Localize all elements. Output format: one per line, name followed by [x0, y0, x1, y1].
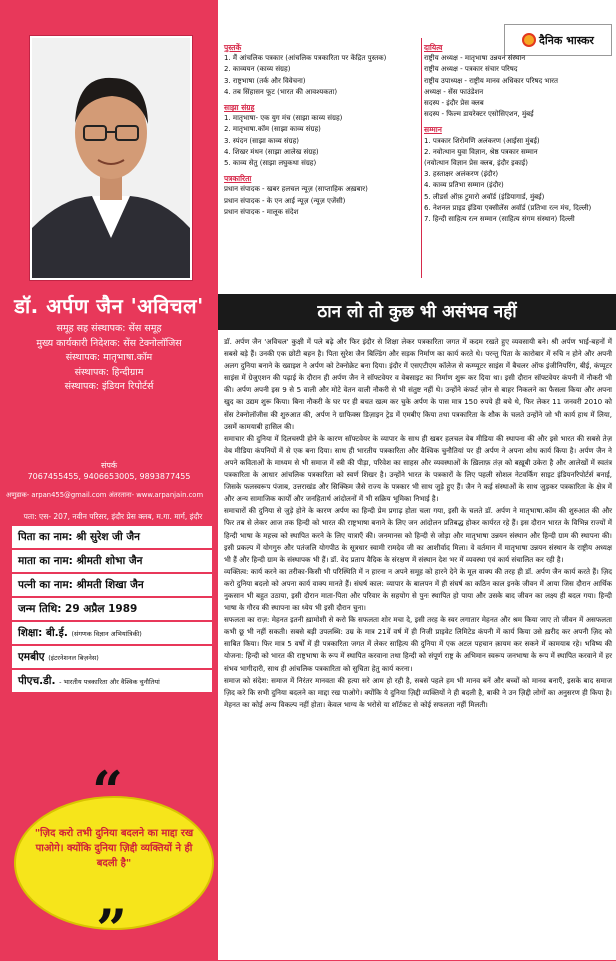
- list-item: 3. राष्ट्रभाषा (तर्क और विवेचना): [224, 76, 306, 85]
- books-column: [224, 38, 420, 218]
- list-item: प्रधान संपादक - खबर हलचल न्यूज़ (साप्ताहिक अख़बार): [224, 185, 368, 194]
- list-item: 3. हस्ताक्षर अलंकरण (इंदौर): [424, 170, 499, 179]
- list-item: सदस्य - इंदौर प्रेस क्लब: [424, 99, 484, 108]
- section-heading: साझा संग्रह: [224, 103, 255, 113]
- article-paragraph: सफलता का राज़: मेहनत इतनी ख़ामोशी से करो कि सफलता शोर मचा दे, इसी तरह के स्वर लगातार मेहनत और श्रम किया जाए तो जीवन में असफलता कभी छू भी नहीं सकती। सबसे बड़ी उपलब्धि: उम्र के मात्र 21वें वर्ष में ही निजी प्राइवेट लिमिटेड कंपनी में कार्य किया उसे ख़रीद कर अपनी ज़िद को साबित किया। फिर मात्र 5 वर्षों में ही पत्रकारिता जगत में लेकर साहित्य की दुनिया में एक अटल पहचान क़ायम कर सकने में कामयाब रहे। भविष्य की योजना: हिन्दी को भारत की राष्ट्रभाषा के रूप में स्थापित करवाना तथा हिन्दी को संपूर्ण राष्ट्र के अभिमान स्वरूप जनभाषा के रूप में स्थापित करवाने में हर संभव भागीदारी, साथ ही आंचलिक पत्रकारिता को सुचिता हेतु कार्य करना।: [224, 615, 612, 673]
- close-quote-icon: ”: [96, 897, 128, 961]
- profile-name: डॉ. अर्पण जैन 'अविचल': [14, 294, 204, 318]
- detail-label: पत्नी का नाम: श्रीमती शिखा जैन: [18, 579, 144, 591]
- content-column: [218, 0, 616, 960]
- list-item: राष्ट्रीय अध्यक्ष - मातृभाषा उन्नयन संस्थान: [424, 54, 526, 63]
- list-item: 1. मैं आंचलिक पत्रकार (आंचलिक पत्रकारिता पर केंद्रित पुस्तक): [224, 54, 387, 63]
- detail-row: [12, 670, 212, 692]
- column-divider: [421, 38, 422, 278]
- list-item: सदस्य - फिल्म डायरेक्टर एसोसिएशन, मुंबई: [424, 110, 534, 119]
- list-item: 3. स्पंदन (साझा काव्य संग्रह): [224, 136, 300, 145]
- list-item: प्रधान संपादक - के एन आई न्यूज़ (न्यूज़ एजेंसी): [224, 196, 346, 205]
- role-item: समूह सह संस्थापक: सेंस समूह: [56, 323, 162, 334]
- portrait-image: [32, 38, 190, 278]
- article-paragraph: समाज को संदेश: समाज में निरंतर मानवता की हत्या सरे आम हो रही है, सबसे पहले हम भी मानव बनें और बच्चों को मानव बनाएँ, इसके बाद समाज ज़िद करे कि सभी दुनिया बदलने का माद्दा रख पाओगे। क्योंकि ये दुनिया ज़िद्दी व्यक्तियों ने ही बदली है, बाकी ने उन ज़िद्दी लोगों का अनुसरण ही किया है। मेहनत का कोई अन्य विकल्प नहीं होता। केवल भाग्य के भरोसे या शॉर्टकट से कोई सफलता नहीं मिलती।: [224, 675, 612, 709]
- detail-row: [12, 622, 212, 644]
- list-item: 4. काव्य प्रतिभा सम्मान (इंदौर): [424, 181, 504, 190]
- contact-heading: संपर्क: [100, 461, 118, 470]
- article-paragraph: डॉ. अर्पण जैन 'अविचल' कुक्षी में पले बढ़े और फिर इंदौर से शिक्षा लेकर पत्रकारिता जगत में कदम रखते हुए व्यवसायी बने। श्री अर्पण भाई-बहनों में सबसे बड़े हैं। उनकी एक छोटी बहन है। पिता सुरेश जैन बिल्डिंग और सड़क निर्माण का कार्य करते थे। परन्तु पिता के कारोबार में रुचि न होने और अपनी अलग दुनिया बनाने के ख्वाइश ने अर्पण को टेक्नोक्रेट बना दिया। इंदौर में एसएटीएम कॉलेज से कम्प्यूटर साइंस में बैचलर ऑफ इंजीनियरिंग, बीई, कंप्यूटर साइंस में ग्रेजुएशन की पढ़ाई के दौरान ही अर्पण जैन ने सॉफ्टवेयर व वेबसाइट का निर्माण शुरू कर दिया था। इसी दौरान सॉफ्टवेयर कंपनी में नौकरी भी की। अर्पण अपनी इस 9 से 5 वाली और मोटे वेतन वाली नौकरी से भी संतुष्ट नहीं थे। उन्होंने कंफर्ट ज़ोन से बाहर निकलने का फैसला किया और अपना खुद का उद्यम शुरू किया। बिना नौकरी के घर पर ही बचत खत्म कर चुके अर्पण के पास मात्र 150 रुपये ही बचे थे, फिर लेकर 11 जनवरी 2010 को सेंस टेक्नोलॉजीस की शुरुआत की, अर्पण ने ग्राफिक्स डिज़ाइन ट्रेड में एमबीए किया तथा पत्रकारिता के शौक के चलते उन्होंने जो भी कार्य हाथ में लिया, उसमें कामयाबी हासिल की।: [224, 337, 612, 431]
- article-paragraph: व्यक्तित्व: कार्य करने का तरीका-किसी भी परिस्थिति में न हारना न अपने समूह को हारने देने के मूल वाक्य की तरह ही डॉ. अर्पण जैन कार्य करते हैं। ज़िद करो दुनिया बदलो को अपना कार्य वाक्य मानते हैं। संघर्ष काल: व्यापार के बालपन में ही संघर्ष का कठिन काल इनके जीवन में आया जिस दौरान आर्थिक नुकसान भी बहुत उठाया, इसी दौरान माता-पिता और परिवार के सहयोग से पुनः स्थापित हो पाया और उसके बाद जीवन का लक्ष्य ही बदल गया। हिन्दी भाषा के गौरव की स्थापना का ध्येय भी इसी दौरान चुना।: [224, 566, 612, 613]
- detail-label: माता का नाम: श्रीमती शोभा जैन: [18, 555, 143, 567]
- list-item: 6. नेशनल प्राइड इंडिया एक्सीलेंस अवॉर्ड (प्रतिभा रत्न मंच, दिल्ली): [424, 203, 592, 212]
- logo-text: दैनिक भास्कर: [539, 33, 594, 47]
- open-quote-icon: “: [92, 759, 124, 823]
- detail-label: जन्म तिथि: 29 अप्रैल 1989: [18, 603, 138, 615]
- list-item: 5. काव्य सेतु (साझा लघुकथा संग्रह): [224, 159, 317, 168]
- list-item: 2. मातृभाषा.कॉम (साझा काव्य संग्रह): [224, 125, 321, 134]
- list-item: अध्यक्ष - सेंस फाउंडेशन: [424, 87, 484, 96]
- detail-label: एमबीए: [18, 651, 45, 663]
- detail-label: शिक्षा: बी.ई.: [18, 627, 68, 639]
- postal-address: पता: एस- 207, नवीन परिसर, इंदौर प्रेस क्लब, म.गा. मार्ग, इंदौर: [23, 512, 203, 521]
- role-item: मुख्य कार्यकारी निदेशक: सेंस टेक्नोलॉजिस: [36, 337, 182, 349]
- detail-label: पीएच.डी.: [18, 675, 56, 687]
- section-heading: दायित्व: [424, 43, 443, 52]
- list-item: प्रधान संपादक - मालूक संदेश: [224, 207, 299, 216]
- role-item: संस्थापक: इंडियन रिपोर्टर्स: [64, 381, 154, 392]
- detail-note: - भारतीय पत्रकारिता और वैश्विक चुनौतियां: [59, 678, 160, 686]
- responsibilities-column: [424, 38, 614, 225]
- article-body: [224, 336, 612, 711]
- email-website: अणुडाक- arpan455@gmail.com अंतरताना- www.arpanjain.com: [6, 491, 204, 499]
- list-item: 1. मातृभाषा- एक युग मंच (साझा काव्य संग्रह): [224, 114, 343, 123]
- profile-column: [0, 0, 218, 960]
- list-item: राष्ट्रीय अध्यक्ष - पत्रकार संचार परिषद: [424, 65, 518, 74]
- list-item: 1. पत्रकार शिरोमणि अलंकरण (आईसा मुंबई): [424, 136, 540, 145]
- section-heading: पत्रकारिता: [224, 174, 252, 184]
- detail-note: (संगणक विज्ञान अभियांत्रिकी): [71, 630, 142, 638]
- quote-block: [14, 759, 214, 961]
- list-item: 5. लीडर्स ऑफ़ टुमारो अवॉर्ड (इंडियागार्ड, मुंबई): [424, 192, 545, 201]
- detail-label: पिता का नाम: श्री सुरेश जी जैन: [18, 531, 140, 543]
- section-heading: सम्मान: [424, 125, 442, 135]
- list-item: (नवोत्थान विज्ञान प्रेस क्लब, इंदौर इकाई): [424, 159, 528, 168]
- role-item: संस्थापक: मातृभाषा.कॉम: [65, 352, 153, 363]
- detail-row: [12, 646, 212, 668]
- family-details: [12, 526, 212, 694]
- list-item: 4. शिखर मंथन (साझा आलेख संग्रह): [224, 147, 319, 156]
- detail-row: [12, 526, 212, 548]
- detail-note: (इंटरनेशनल बिज़नेस): [48, 654, 99, 662]
- list-item: 2. काव्ययन (काव्य संग्रह): [224, 65, 291, 74]
- quote-text: "ज़िद करो तभी दुनिया बदलने का माद्दा रख पाओगे। क्योंकि दुनिया ज़िद्दी व्यक्तियों ने ही बदली है": [34, 828, 194, 869]
- detail-row: [12, 574, 212, 596]
- phone-numbers: 7067455455, 9406653005, 9893877455: [27, 472, 191, 481]
- section-heading: पुस्तकें: [224, 43, 242, 52]
- detail-row: [12, 550, 212, 572]
- headline-banner: ठान लो तो कुछ भी असंभव नहीं: [218, 294, 616, 330]
- article-paragraph: समाचार की दुनिया में दिलचस्पी होने के कारण सॉफ्टवेयर के व्यापार के साथ ही खबर हलचल वेब मीडिया की स्थापना की और इसे भारत की सबसे तेज़ वेब मीडिया कंपनियों में से एक बना दिया। साथ ही भारतीय पत्रकारिता और वैश्विक चुनौतियां पर ही अर्पण ने अपना शोध कार्य किया है। अर्पण जैन ने अपने कविताओं के माध्यम से भी समाज में स्त्री की पीड़ा, परिवेश का साहस और व्यवस्थाओं के ख़िलाफ़ तंज़ को बख़ूबी उकेरा है और आलेखों में स्वतंत्र पत्रकारिता के आधार आंचलिक पत्रकारिता को स्वर्ण शिखर है। उन्होंने भारत के पत्रकारों के लिए पहली सोशल नेटवर्किंग साइट इंडियनरिपोर्टर्स बनाई, जिसके फलस्वरूप पंजाब, उत्तराखंड और सिक्किम जैसे राज्य के पत्रकार भी साथ जुड़े हुए हैं। जैन ने कई संस्थाओं के साथ जुड़कर पत्रकारिता के क्षेत्र में और अन्य सामाजिक कार्यों और जनहितार्थ आंदोलनों में भी सक्रिय भूमिका निभाई है।: [224, 433, 612, 504]
- roles-list: [0, 322, 218, 395]
- list-item: राष्ट्रीय उपाध्यक्ष - राष्ट्रीय मानव अधिकार परिषद भारत: [424, 76, 559, 85]
- list-item: 7. हिन्दी साहित्य रत्न सम्मान (साहित्य संगम संस्थान) दिल्ली: [424, 215, 575, 224]
- role-item: संस्थापक: हिन्दीग्राम: [74, 366, 144, 378]
- article-paragraph: समाचारों की दुनिया से जुड़े होने के कारण अर्पण का हिन्दी प्रेम प्रगाढ़ होता चला गया, इसी के चलते डॉ. अर्पण ने मातृभाषा.कॉम की शुरुआत की और फिर तब से लेकर आज तक हिन्दी को भारत की राष्ट्रभाषा बनाने के लिए जन आंदोलन प्रतिबद्ध होकर कार्यरत रहे हैं। इस दौरान भारत के विभिन्न राज्यों में हिन्दी भाषा के महत्त्व को स्थापित करने के लिए यात्राएँ की। जनमानस को हिन्दी से जोड़ा और मातृभाषा उन्नयन संस्थान और हिन्दी ग्राम की स्थापना की। इसी प्रकल्प में योगगुरु और पतंजलि योगपीठ के सूत्रधार स्वामी रामदेव जी का आशीर्वाद मिला। वे वर्तमान में मातृभाषा उन्नयन संस्थान के राष्ट्रीय अध्यक्ष भी हैं और हिन्दी ग्राम के संस्थापक भी हैं। डॉ. वेद प्रताप वैदिक के संरक्षण में संस्थान देश भर में व्यवस्था एवं कार्य संचालित कर रही है।: [224, 506, 612, 564]
- detail-row: [12, 598, 212, 620]
- list-item: 4. तब सिंहासन फूट (भारत की आवश्यकता): [224, 87, 338, 96]
- list-item: 2. नवोत्थान युवा विज्ञान, श्रेष्ठ पत्रकार सम्मान: [424, 147, 538, 156]
- profile-photo: [30, 36, 192, 280]
